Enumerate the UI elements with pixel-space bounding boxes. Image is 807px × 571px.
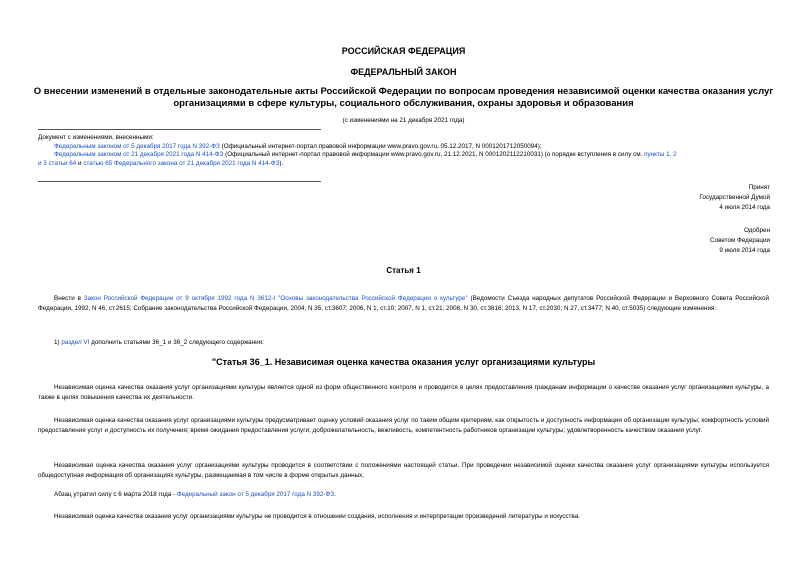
- points-1-2-link[interactable]: пункты 1, 2: [644, 151, 677, 159]
- law-title: О внесении изменений в отдельные законодательные акты Российской Федерации по вопросам проведения независимой оценки качества оказания услуг организациями в сфере культуры, социального обслуживания, охраны здоровья и образования: [33, 86, 774, 109]
- article-36-1-p4: Абзац утратил силу с 6 марта 2018 года - Федеральный закон от 5 декабря 2017 года N 392-ФЗ.: [54, 491, 336, 498]
- federation-heading: РОССИЙСКАЯ ФЕДЕРАЦИЯ: [341, 46, 466, 56]
- article-64-link[interactable]: и 3 статьи 64: [38, 159, 77, 167]
- edition-note: (с изменениями на 21 декабря 2021 года): [342, 117, 465, 124]
- top-divider: [38, 129, 321, 130]
- article-36-1-p1: Независимая оценка качества оказания услуг организациями культуры является одной из форм общественного контроля и проводится в целях предоставления гражданам информации о качестве оказания услуг организациями культуры, а также в целях повышения качества их деятельности.: [38, 384, 769, 401]
- amendment-link-414fz[interactable]: Федеральным законом от 21 декабря 2021 года N 414-ФЗ: [54, 151, 224, 159]
- amendment-link-392fz[interactable]: Федеральным законом от 5 декабря 2017 года N 392-ФЗ: [54, 142, 220, 150]
- amendments-intro: Документ с изменениями, внесенными:: [38, 134, 154, 141]
- amendment-item-2: Федеральным законом от 21 декабря 2021 года N 414-ФЗ (Официальный интернет-портал правовой информации www.pravo.gov.ru, 21.12.2021, N 0001202112210031) (о порядке вступления в силу см. пункты 1, 2: [54, 151, 677, 159]
- article-36-1-p2: Независимая оценка качества оказания услуг организациями культуры предусматривает оценку условий оказания услуг по таким общим критериям, как открытость и доступность информации об организации культуры; комфортность условий предоставления услуг и доступность их получения; время ожидания предоставления услуги; доброжелательность, вежливость, компетентность работников организации культуры; удовлетворенность качеством оказания услуг.: [38, 417, 769, 434]
- law-type-heading: ФЕДЕРАЛЬНЫЙ ЗАКОН: [350, 67, 457, 77]
- adoption-council: Одобрен Советом Федерации 9 июля 2014 года: [710, 227, 770, 254]
- article-36-1-p5: Независимая оценка качества оказания услуг организациями культуры не проводится в отношении создания, исполнения и интерпретации произведений литературы и искусства.: [54, 513, 580, 520]
- amendments-block: [38, 134, 778, 168]
- adoption-duma: Принят Государственной Думой 4 июля 2014 года: [699, 184, 770, 211]
- bottom-divider: [38, 181, 321, 182]
- article-1-heading: Статья 1: [386, 266, 421, 275]
- repeal-law-link[interactable]: Федеральный закон от 5 декабря 2017 года N 392-ФЗ: [176, 491, 335, 498]
- section-vi-link[interactable]: раздел VI: [61, 339, 90, 346]
- amendment-item-2-cont: и 3 статьи 64 и статью 65 Федерального закона от 21 декабря 2021 года N 414-ФЗ).: [38, 159, 284, 167]
- article-36-1-heading: "Статья 36_1. Независимая оценка качества оказания услуг организациями культуры: [211, 357, 596, 367]
- amendment-item-1: Федеральным законом от 5 декабря 2017 года N 392-ФЗ (Официальный интернет-портал правовой информации www.pravo.gov.ru, 05.12.2017, N 0001201712050094);: [54, 142, 542, 150]
- culture-law-link[interactable]: Закон Российской Федерации от 9 октября 1992 года N 3612-I "Основы законодательства Российской Федерации о культуре": [83, 295, 468, 302]
- article-1-paragraph: Внести в Закон Российской Федерации от 9 октября 1992 года N 3612-I "Основы законодательства Российской Федерации о культуре" (Ведомости Съезда народных депутатов Российской Федерации и Верховного Совета Российской Федерации, 1992, N 46, ст.2615; Собрание законодательства Российской Федерации, 2004, N 35, ст.3607; 2006, N 1, ст.10; 2007, N 1, ст.21; 2008, N 30, ст.3616; 2013, N 17, ст.2030; N 27, ст.3477; N 40, ст.5035) следующие изменения:: [38, 295, 769, 312]
- article-65-link[interactable]: статью 65 Федерального закона от 21 декабря 2021 года N 414-ФЗ: [83, 159, 280, 167]
- article-36-1-p3: Независимая оценка качества оказания услуг организациями культуры проводится в соответствии с положениями настоящей статьи. При проведении независимой оценки качества оказания услуг организациями культуры используется общедоступная информация об организациях культуры, размещаемая в том числе в форме открытых данных.: [38, 462, 769, 479]
- article-1-item-1: 1) раздел VI дополнить статьями 36_1 и 36_2 следующего содержания:: [54, 339, 264, 346]
